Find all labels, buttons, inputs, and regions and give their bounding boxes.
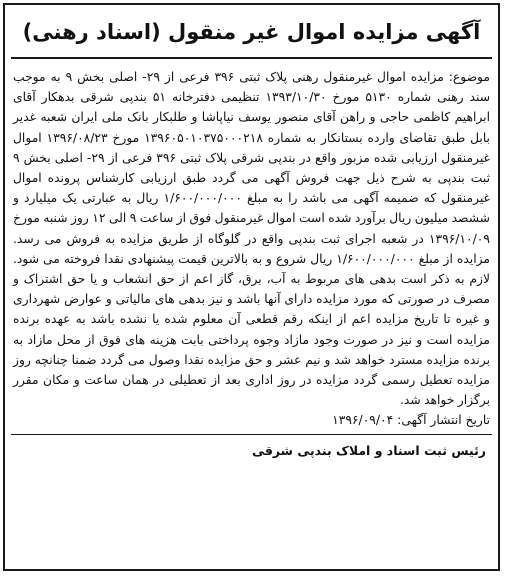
- signature: رئیس ثبت اسناد و املاک بندپی شرقی: [252, 443, 486, 459]
- notice-title: آگهی مزایده اموال غیر منقول (اسناد رهنی): [22, 20, 481, 44]
- signature-divider: [11, 434, 492, 435]
- notice-frame: [3, 3, 500, 571]
- notice-body: [13, 67, 490, 410]
- notice-body-text: موضوع: مزایده اموال غیرمنقول رهنی پلاک ثبتی ۳۹۶ فرعی از ۲۹- اصلی بخش ۹ به موجب سند رهنی شماره ۵۱۳۰ مورخ ۱۳۹۳/۱۰/۳۰ تنظیمی دفترخانه ۵۱ بندپی شرقی بدهکار آقای ابراهیم کاظمی حاجی و راهن آقای منصور یوسف نیاپاشا و طلبکار بانک ملی ایران شعبه غدیر بابل طبق تقاضای وارده بستانکار به شماره ۱۳۹۶۰۵۰۱۰۳۷۵۰۰۰۲۱۸ مورخ ۱۳۹۶/۰۸/۲۳ اموال غیرمنقول ارزیابی شده مزبور واقع در بندپی شرقی پلاک ثبتی ۳۹۶ فرعی از ۲۹- اصلی بخش ۹ ثبت بندپی به شرح ذیل جهت فروش آگهی می گردد طبق ارزیابی کارشناس پرونده اموال غیرمنقول که ضمیمه آگهی می باشد را به مبلغ ۱/۶۰۰/۰۰۰/۰۰۰ ریال به عبارتی یک میلیارد و ششصد میلیون ریال برآورد شده است اموال غیرمنقول فوق از ساعت ۹ الی ۱۲ روز شنبه مورخ ۱۳۹۶/۱۰/۰۹ در شعبه اجرای ثبت بندپی واقع در گلوگاه از طریق مزایده به فروش می رسد. مزایده از مبلغ ۱/۶۰۰/۰۰۰/۰۰۰ ریال شروع و به بالاترین قیمت پیشنهادی نقدا فروخته می شود. لازم به ذکر است بدهی های مربوط به آب، برق، گاز اعم از حق انشعاب و یا حق اشتراک و مصرف در صورتی که مورد مزایده دارای آنها باشد و نیز بدهی های مالیاتی و عوارض شهرداری و غیره تا تاریخ مزایده اعم از اینکه رقم قطعی آن معلوم شده یا نشده باشد به عهده برنده مزایده است و نیز در صورت وجود مازاد وجوه پرداختی بابت هزینه های فوق از محل مازاد به برنده مزایده مسترد خواهد شد و نیم عشر و حق مزایده نقدا وصول می گردد ضمنا چنانچه روز مزایده تعطیل رسمی گردد مزایده در روز اداری بعد از تعطیلی در همان ساعت و مکان مقرر برگزار خواهد شد.: [13, 70, 491, 408]
- publish-date: تاریخ انتشار آگهی: ۱۳۹۶/۰۹/۰۴: [332, 413, 490, 428]
- title-divider: [11, 57, 492, 59]
